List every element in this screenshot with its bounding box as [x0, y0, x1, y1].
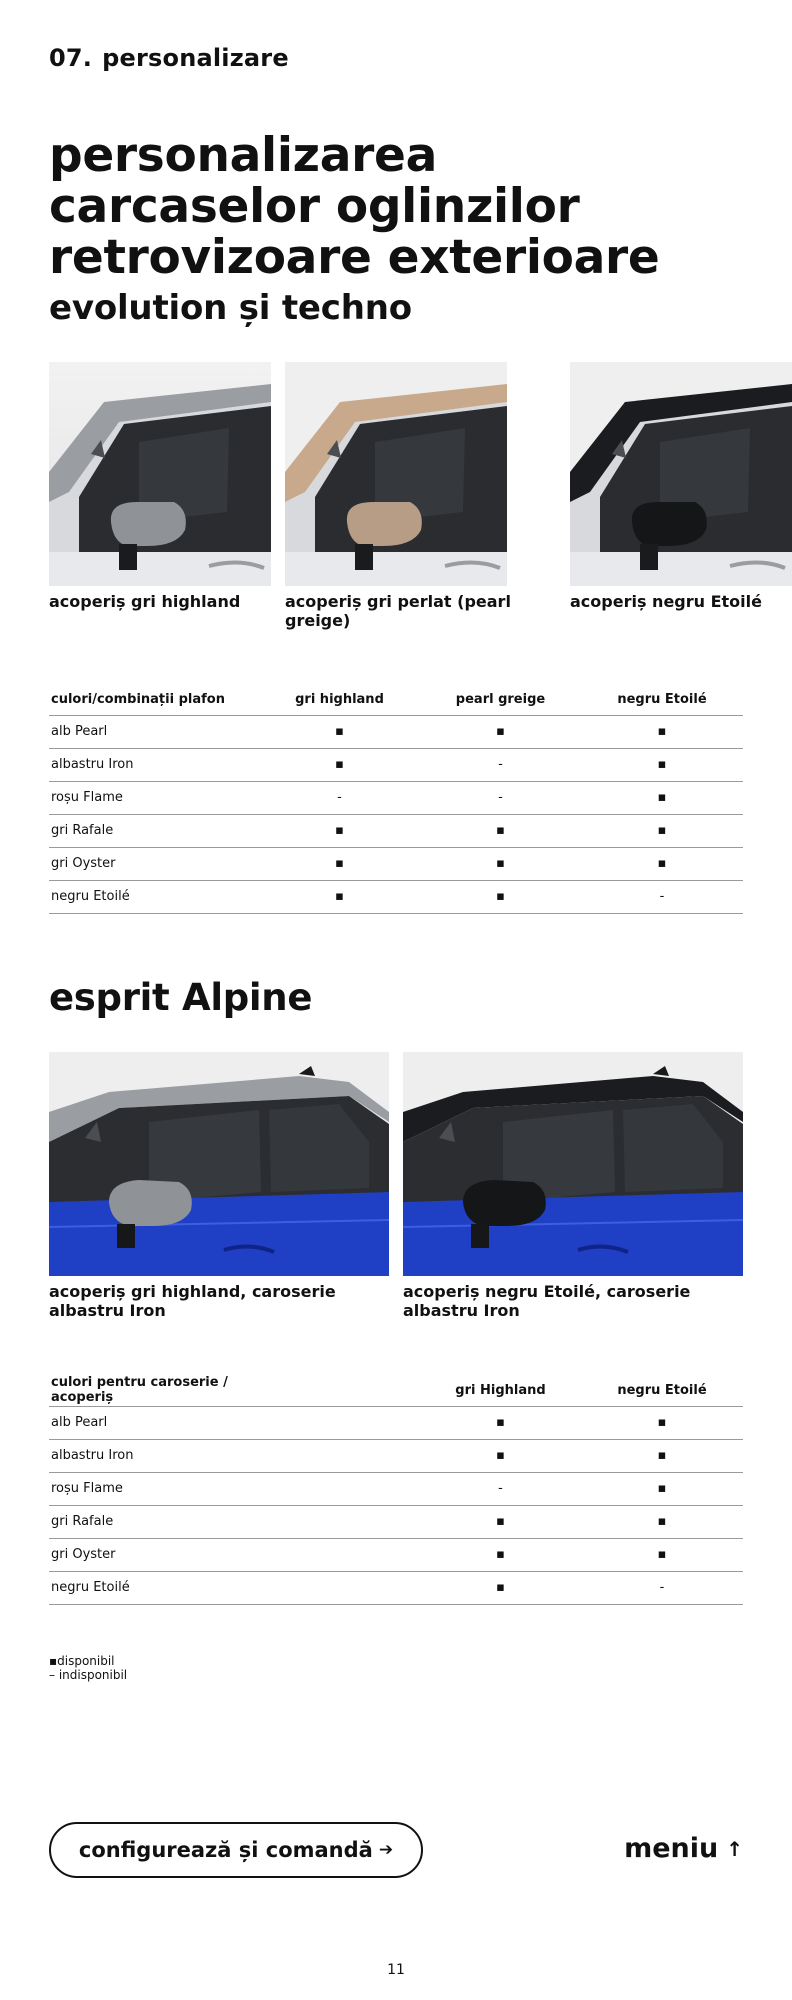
row-label: gri Oyster [49, 847, 259, 880]
photo-card-negru-etoile [570, 362, 792, 630]
row-label: gri Oyster [49, 1538, 259, 1571]
column-header: gri Highland [420, 1375, 581, 1406]
availability-cell [259, 1538, 420, 1571]
availability-cell: - [420, 748, 581, 781]
table-header-row [49, 1375, 743, 1406]
availability-cell [259, 1439, 420, 1472]
table-row [49, 880, 743, 913]
row-label: gri Rafale [49, 814, 259, 847]
availability-cell: ▪ [259, 847, 420, 880]
table-row [49, 715, 743, 748]
table-row [49, 1406, 743, 1439]
availability-cell: ▪ [420, 814, 581, 847]
column-header: pearl greige [420, 684, 581, 715]
availability-cell: - [420, 1472, 581, 1505]
car-mirror-photo [285, 362, 507, 586]
table-row [49, 1505, 743, 1538]
table-row [49, 814, 743, 847]
menu-label: meniu [624, 1833, 719, 1864]
row-label: negru Etoilé [49, 1571, 259, 1604]
column-header: negru Etoilé [581, 684, 743, 715]
arrow-right-icon: ➔ [378, 1840, 394, 1860]
mirror-gallery-esprit-alpine [49, 1052, 743, 1320]
section-title-esprit-alpine: esprit Alpine [49, 976, 313, 1019]
availability-cell: ▪ [259, 814, 420, 847]
availability-cell: ▪ [420, 1406, 581, 1439]
availability-cell: ▪ [420, 847, 581, 880]
availability-cell: ▪ [581, 814, 743, 847]
availability-legend [49, 1654, 127, 1682]
photo-caption: acoperiș negru Etoilé, caroserie albastru Iron [403, 1282, 691, 1320]
arrow-up-icon: ↑ [726, 1836, 743, 1861]
table-row [49, 748, 743, 781]
availability-cell: ▪ [420, 880, 581, 913]
row-label: alb Pearl [49, 715, 259, 748]
availability-cell: ▪ [581, 1439, 743, 1472]
availability-cell: - [420, 781, 581, 814]
availability-cell: - [581, 880, 743, 913]
availability-cell: ▪ [581, 1472, 743, 1505]
availability-cell: ▪ [420, 1571, 581, 1604]
title-subtitle: evolution și techno [49, 288, 412, 328]
body-roof-combination-table [49, 1375, 743, 1605]
availability-cell: ▪ [581, 847, 743, 880]
column-header: culori pentru caroserie / acoperiș [49, 1375, 259, 1406]
availability-cell: ▪ [581, 1406, 743, 1439]
availability-cell: ▪ [581, 1505, 743, 1538]
row-label: gri Rafale [49, 1505, 259, 1538]
legend-available: ▪disponibil [49, 1654, 115, 1668]
table-row [49, 1472, 743, 1505]
mirror-gallery-evolution [49, 362, 792, 630]
car-side-photo [403, 1052, 743, 1276]
photo-card-gri-highland-albastru [49, 1052, 389, 1320]
table-row [49, 781, 743, 814]
availability-cell [259, 1505, 420, 1538]
availability-cell: - [259, 781, 420, 814]
column-header: gri highland [259, 684, 420, 715]
availability-cell: ▪ [581, 715, 743, 748]
row-label: negru Etoilé [49, 880, 259, 913]
availability-cell: ▪ [420, 1439, 581, 1472]
title-line-1: personalizarea [49, 128, 438, 183]
page-number: 11 [387, 1962, 405, 1978]
column-header [259, 1375, 420, 1406]
table-header-row [49, 684, 743, 715]
section-label [49, 44, 289, 72]
availability-cell: ▪ [420, 1538, 581, 1571]
table-row [49, 1571, 743, 1604]
photo-caption: acoperiș negru Etoilé [570, 592, 762, 611]
availability-cell [259, 1472, 420, 1505]
roof-mirror-combination-table [49, 684, 743, 914]
photo-caption: acoperiș gri perlat (pearl greige) [285, 592, 511, 630]
photo-card-pearl-greige [285, 362, 556, 630]
photo-card-negru-etoile-albastru [403, 1052, 743, 1320]
column-header: culori/combinații plafon [49, 684, 259, 715]
photo-caption: acoperiș gri highland, caroserie albastru Iron [49, 1282, 336, 1320]
section-name: personalizare [102, 44, 289, 72]
row-label: albastru Iron [49, 748, 259, 781]
availability-cell: ▪ [259, 715, 420, 748]
availability-cell [259, 1571, 420, 1604]
menu-link[interactable] [624, 1833, 743, 1864]
configure-and-order-button[interactable] [49, 1822, 423, 1878]
table-row [49, 1538, 743, 1571]
row-label: roșu Flame [49, 781, 259, 814]
availability-cell: - [581, 1571, 743, 1604]
car-mirror-photo [49, 362, 271, 586]
row-label: albastru Iron [49, 1439, 259, 1472]
photo-card-gri-highland [49, 362, 271, 630]
table-row [49, 847, 743, 880]
car-mirror-photo [570, 362, 792, 586]
availability-cell [259, 1406, 420, 1439]
column-header: negru Etoilé [581, 1375, 743, 1406]
row-label: alb Pearl [49, 1406, 259, 1439]
availability-cell: ▪ [259, 748, 420, 781]
availability-cell: ▪ [581, 748, 743, 781]
car-side-photo [49, 1052, 389, 1276]
legend-unavailable: – indisponibil [49, 1668, 128, 1682]
availability-cell: ▪ [420, 1505, 581, 1538]
availability-cell: ▪ [259, 880, 420, 913]
availability-cell: ▪ [420, 715, 581, 748]
availability-cell: ▪ [581, 781, 743, 814]
page-title [49, 130, 749, 329]
availability-cell: ▪ [581, 1538, 743, 1571]
row-label: roșu Flame [49, 1472, 259, 1505]
section-number: 07. [49, 44, 93, 72]
title-line-2: carcaselor oglinzilor [49, 179, 580, 234]
title-line-3: retrovizoare exterioare [49, 230, 660, 285]
photo-caption: acoperiș gri highland [49, 592, 241, 611]
cta-label: configurează și comandă [78, 1838, 373, 1862]
table-row [49, 1439, 743, 1472]
